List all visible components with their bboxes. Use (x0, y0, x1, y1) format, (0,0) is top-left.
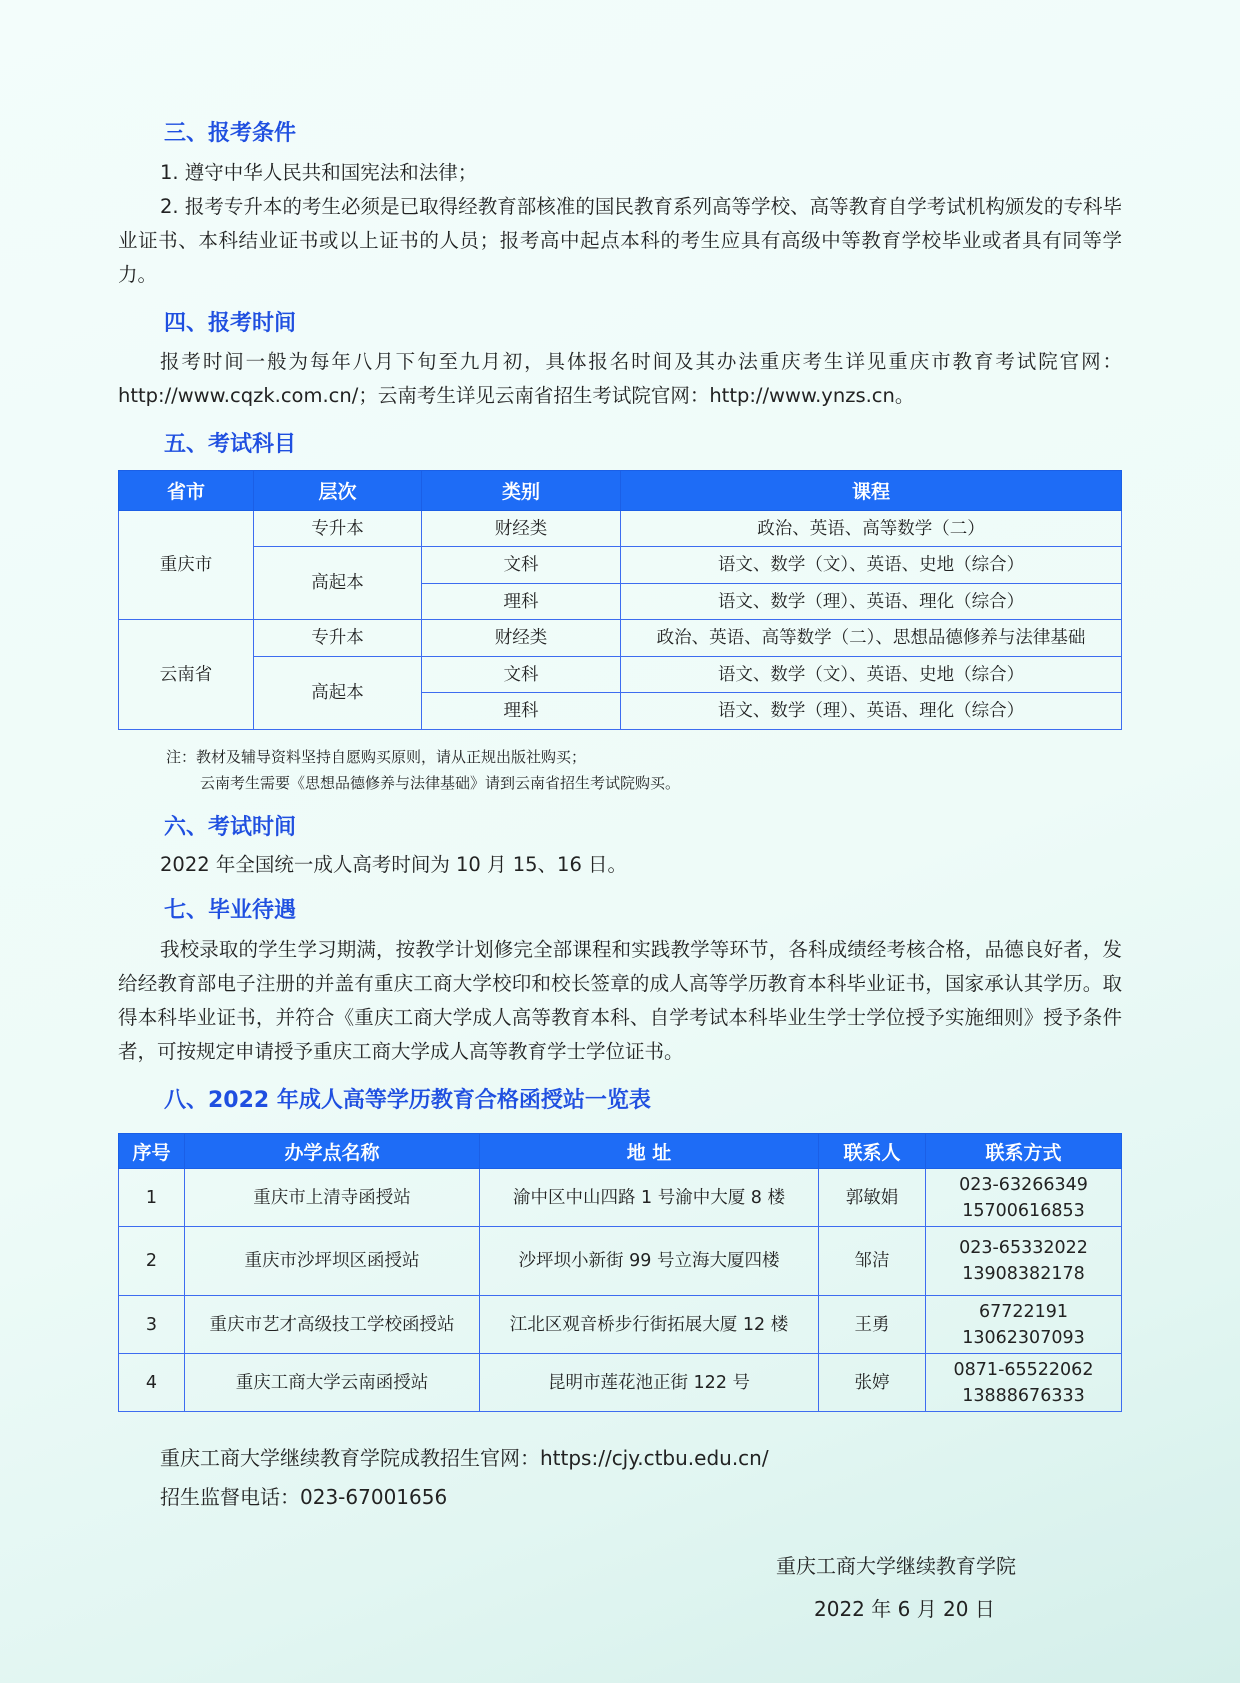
phone-cell (926, 1227, 1122, 1296)
phone: 13908382178 (962, 1264, 1085, 1284)
organization-signature: 重庆工商大学继续教育学院 (776, 1554, 1016, 1578)
level-cell: 专升本 (254, 511, 422, 547)
table-row (119, 1296, 1122, 1354)
address-cell: 昆明市莲花池正街 122 号 (480, 1354, 819, 1412)
phone-cell (926, 1354, 1122, 1412)
hotline-text: 招生监督电话：023-67001656 (160, 1485, 448, 1509)
table-header: 联系方式 (926, 1134, 1122, 1169)
contact-cell: 王勇 (819, 1296, 926, 1354)
table-header: 类别 (422, 471, 621, 511)
section-heading: 五、考试科目 (164, 432, 297, 457)
phone: 023-65332022 (959, 1238, 1088, 1258)
contact-cell: 邹洁 (819, 1227, 926, 1296)
table-note: 注：教材及辅导资料坚持自愿购买原则，请从正规出版社购买； (166, 748, 587, 766)
level-cell: 高起本 (254, 547, 422, 620)
table-row (119, 620, 1122, 657)
course-cell: 政治、英语、高等数学（二）、思想品德修养与法律基础 (621, 620, 1122, 657)
contact-cell: 张婷 (819, 1354, 926, 1412)
name-cell: 重庆工商大学云南函授站 (185, 1354, 480, 1412)
phone-cell (926, 1169, 1122, 1227)
level-cell: 专升本 (254, 620, 422, 657)
course-cell: 语文、数学（理）、英语、理化（综合） (621, 584, 1122, 620)
section-heading: 七、毕业待遇 (164, 898, 297, 923)
phone: 13062307093 (962, 1327, 1085, 1348)
table-header: 省市 (119, 471, 254, 511)
table-row (119, 1354, 1122, 1412)
address-cell: 沙坪坝小新街 99 号立海大厦四楼 (480, 1227, 819, 1296)
section-heading: 四、报考时间 (164, 311, 297, 336)
table-header: 课程 (621, 471, 1122, 511)
level-cell: 高起本 (254, 657, 422, 730)
table-header: 办学点名称 (185, 1134, 480, 1169)
stations-table (118, 1133, 1122, 1412)
section-heading: 三、报考条件 (164, 121, 297, 146)
phone: 15700616853 (962, 1200, 1085, 1221)
date-text: 2022 年 6 月 20 日 (814, 1597, 995, 1621)
paragraph: 1. 遵守中华人民共和国宪法和法律； (160, 161, 478, 184)
table-header: 联系人 (819, 1134, 926, 1169)
course-cell: 语文、数学（文）、英语、史地（综合） (621, 657, 1122, 693)
course-cell: 语文、数学（文）、英语、史地（综合） (621, 547, 1122, 584)
table-header: 地 址 (480, 1134, 819, 1169)
table-row (119, 1169, 1122, 1227)
category-cell: 理科 (422, 584, 621, 620)
table-note: 云南考生需要《思想品德修养与法律基础》请到云南省招生考试院购买。 (200, 774, 681, 792)
phone-cell (926, 1296, 1122, 1354)
no-cell: 2 (119, 1227, 185, 1296)
table-row (119, 657, 1122, 693)
category-cell: 文科 (422, 657, 621, 693)
section-heading: 六、考试时间 (164, 815, 297, 840)
paragraph: 2022 年全国统一成人高考时间为 10 月 15、16 日。 (160, 853, 628, 876)
table-header: 层次 (254, 471, 422, 511)
category-cell: 财经类 (422, 620, 621, 657)
phone: 67722191 (978, 1301, 1069, 1322)
category-cell: 财经类 (422, 511, 621, 547)
course-cell: 政治、英语、高等数学（二） (621, 511, 1122, 547)
address-cell: 江北区观音桥步行街拓展大厦 12 楼 (480, 1296, 819, 1354)
address-cell: 渝中区中山四路 1 号渝中大厦 8 楼 (480, 1169, 819, 1227)
website-text: 重庆工商大学继续教育学院成教招生官网：https://cjy.ctbu.edu.cn/ (160, 1446, 769, 1470)
table-row (119, 511, 1122, 547)
section-heading: 八、2022 年成人高等学历教育合格函授站一览表 (164, 1088, 651, 1113)
province-cell: 云南省 (119, 620, 254, 730)
phone: 023-63266349 (959, 1174, 1088, 1195)
paragraph: 报考时间一般为每年八月下旬至九月初，具体报名时间及其办法重庆考生详见重庆市教育考试院官网：http://www.cqzk.com.cn/；云南考生详见云南省招生考试院官网：http://www.ynzs.cn。 (118, 350, 1122, 407)
name-cell: 重庆市沙坪坝区函授站 (185, 1227, 480, 1296)
category-cell: 文科 (422, 547, 621, 584)
exam-subjects-table (118, 470, 1122, 730)
province-cell: 重庆市 (119, 511, 254, 620)
no-cell: 1 (119, 1169, 185, 1227)
table-row (119, 547, 1122, 584)
name-cell: 重庆市艺才高级技工学校函授站 (185, 1296, 480, 1354)
table-header: 序号 (119, 1134, 185, 1169)
category-cell: 理科 (422, 693, 621, 730)
no-cell: 4 (119, 1354, 185, 1412)
contact-cell: 郭敏娟 (819, 1169, 926, 1227)
phone: 0871-65522062 (953, 1359, 1094, 1380)
phone: 13888676333 (962, 1385, 1085, 1406)
paragraph: 我校录取的学生学习期满，按教学计划修完全部课程和实践教学等环节，各科成绩经考核合格，品德良好者，发给经教育部电子注册的并盖有重庆工商大学校印和校长签章的成人高等学历教育本科毕业证书，国家承认其学历。取得本科毕业证书，并符合《重庆工商大学成人高等教育本科、自学考试本科毕业生学士学位授予实施细则》授予条件者，可按规定申请授予重庆工商大学成人高等教育学士学位证书。 (118, 938, 1122, 1063)
name-cell: 重庆市上清寺函授站 (185, 1169, 480, 1227)
table-row (119, 1227, 1122, 1296)
paragraph: 2. 报考专升本的考生必须是已取得经教育部核准的国民教育系列高等学校、高等教育自学考试机构颁发的专科毕业证书、本科结业证书或以上证书的人员；报考高中起点本科的考生应具有高级中等教育学校毕业或者具有同等学力。 (118, 195, 1122, 286)
course-cell: 语文、数学（理）、英语、理化（综合） (621, 693, 1122, 730)
no-cell: 3 (119, 1296, 185, 1354)
